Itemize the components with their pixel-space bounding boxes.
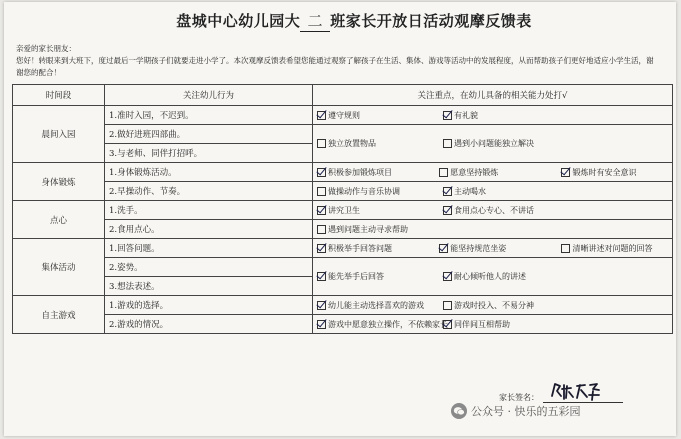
focus-option-label: 有礼貌 (454, 110, 478, 120)
focus-option[interactable] (317, 138, 437, 149)
behavior-cell: 1.游戏的选择。 (105, 296, 313, 315)
focus-option[interactable] (317, 186, 437, 197)
checked-checkbox[interactable] (317, 272, 326, 281)
checked-checkbox[interactable] (443, 320, 452, 329)
focus-cell (313, 296, 673, 315)
watermark (451, 403, 581, 419)
focus-option-label: 清晰讲述对问题的回答 (572, 243, 653, 253)
behavior-cell: 2.姿势。 (105, 258, 313, 277)
unchecked-checkbox[interactable] (317, 139, 326, 148)
title-prefix: 盘城中心幼儿园大 (176, 12, 301, 30)
checked-checkbox[interactable] (443, 111, 452, 120)
signature-label: 家长签名： (499, 393, 539, 402)
focus-cell (313, 182, 673, 201)
behavior-cell: 1.回答问题。 (105, 239, 313, 258)
behavior-cell: 1.准时入园，不迟到。 (105, 106, 313, 125)
focus-option-label: 愿意坚持锻炼 (450, 167, 499, 177)
focus-option-label: 同伴间互相帮助 (454, 319, 510, 329)
table-header-row (13, 85, 673, 106)
behavior-cell: 1.身体锻炼活动。 (105, 163, 313, 182)
unchecked-checkbox[interactable] (443, 139, 452, 148)
focus-cell (313, 163, 673, 182)
focus-option[interactable] (443, 271, 563, 282)
checked-checkbox[interactable] (317, 111, 326, 120)
focus-option-label: 遇到问题主动寻求帮助 (328, 224, 408, 234)
focus-option[interactable] (317, 319, 448, 330)
period-cell: 集体活动 (13, 239, 105, 296)
unchecked-checkbox[interactable] (561, 244, 570, 253)
table-row (13, 220, 673, 239)
behavior-cell: 2.做好进班四部曲。 (105, 125, 313, 144)
handwritten-signature (549, 380, 613, 402)
focus-option[interactable] (317, 300, 437, 311)
behavior-cell: 1.洗手。 (105, 201, 313, 220)
focus-option[interactable] (443, 205, 563, 216)
table-row (13, 125, 673, 144)
checked-checkbox[interactable] (443, 187, 452, 196)
table-row (13, 182, 673, 201)
focus-option[interactable] (317, 224, 437, 235)
focus-cell (313, 239, 673, 258)
unchecked-checkbox[interactable] (317, 187, 326, 196)
focus-option-label: 遵守规则 (328, 110, 360, 120)
form-title (154, 10, 554, 32)
focus-cell (313, 106, 673, 125)
focus-option[interactable] (443, 186, 563, 197)
focus-option-label: 游戏时投入、不易分神 (454, 300, 534, 310)
observation-table (12, 84, 673, 334)
focus-option-label: 锻炼时有安全意识 (572, 167, 637, 177)
table-row (13, 315, 673, 334)
table-row (13, 201, 673, 220)
behavior-cell: 2.早操动作、节奏。 (105, 182, 313, 201)
signature-line[interactable] (543, 386, 623, 403)
behavior-cell: 2.游戏的情况。 (105, 315, 313, 334)
title-suffix: 班家长开放日活动观摩反馈表 (330, 12, 532, 30)
focus-option[interactable] (443, 110, 563, 121)
focus-option-label: 遇到小问题能独立解决 (454, 139, 534, 148)
focus-option-label: 讲究卫生 (328, 205, 360, 215)
focus-option[interactable] (317, 243, 433, 254)
unchecked-checkbox[interactable] (439, 168, 448, 177)
table-row (13, 163, 673, 182)
period-cell: 身体锻炼 (13, 163, 105, 201)
salutation: 亲爱的家长朋友： (16, 44, 76, 53)
focus-option[interactable] (317, 167, 433, 178)
focus-option[interactable] (439, 243, 555, 254)
focus-cell (313, 220, 673, 239)
focus-option-label: 积极参加锻炼项目 (328, 167, 392, 177)
focus-option-label: 做操动作与音乐协调 (328, 186, 400, 196)
header-behavior: 关注幼儿行为 (105, 85, 313, 106)
wechat-icon (451, 403, 467, 419)
period-cell: 晨间入园 (13, 106, 105, 163)
focus-option[interactable] (317, 271, 437, 282)
focus-option-label: 主动喝水 (454, 186, 486, 196)
table-body (13, 106, 673, 334)
period-cell: 自主游戏 (13, 296, 105, 334)
header-period: 时间段 (13, 85, 105, 106)
period-cell: 点心 (13, 201, 105, 239)
focus-option-label: 食用点心专心、不讲话 (454, 205, 534, 215)
parent-signature (499, 386, 623, 403)
focus-option[interactable] (439, 167, 555, 178)
focus-option-label: 能坚持规范坐姿 (450, 243, 507, 253)
class-number-blank: 二 (300, 10, 330, 32)
table-row (13, 239, 673, 258)
unchecked-checkbox[interactable] (443, 301, 452, 310)
table-row (13, 258, 673, 277)
feedback-form-sheet (4, 2, 676, 436)
focus-option[interactable] (561, 243, 668, 254)
checked-checkbox[interactable] (317, 206, 326, 215)
table-row (13, 106, 673, 125)
checked-checkbox[interactable] (317, 244, 326, 253)
checked-checkbox[interactable] (443, 272, 452, 281)
unchecked-checkbox[interactable] (317, 225, 326, 234)
focus-option[interactable] (561, 167, 668, 178)
intro-paragraph: 您好！转眼来到大班下，度过最后一学期孩子们就要走进小学了。本次观摩反馈表希望您能通过观察了解孩子在生活、集体、游戏等活动中的发展程度，从而帮助孩子们更好地适应小学生活，谢谢您的配合！ (16, 56, 654, 77)
checked-checkbox[interactable] (443, 206, 452, 215)
focus-option[interactable] (443, 319, 563, 330)
focus-cell (313, 125, 673, 163)
checked-checkbox[interactable] (317, 168, 326, 177)
focus-option-label: 耐心倾听他人的讲述 (454, 272, 526, 281)
focus-option[interactable] (317, 110, 437, 121)
focus-cell (313, 258, 673, 296)
focus-option-label: 积极举手回答问题 (328, 243, 392, 253)
behavior-cell: 2.食用点心。 (105, 220, 313, 239)
focus-option-label: 游戏中愿意独立操作，不依赖家长 (328, 319, 448, 329)
watermark-text: 公众号 · 快乐的五彩园 (471, 405, 581, 418)
behavior-cell: 3.想法表述。 (105, 277, 313, 296)
focus-option[interactable] (443, 300, 563, 311)
focus-cell (313, 315, 673, 334)
behavior-cell: 3.与老师、同伴打招呼。 (105, 144, 313, 163)
checked-checkbox[interactable] (317, 320, 326, 329)
checked-checkbox[interactable] (439, 244, 448, 253)
table-row (13, 296, 673, 315)
header-focus: 关注重点，在幼儿具备的相关能力处打√ (313, 85, 673, 106)
checked-checkbox[interactable] (561, 168, 570, 177)
focus-option[interactable] (443, 138, 563, 149)
focus-option-label: 能先举手后回答 (328, 272, 384, 281)
focus-option-label: 独立放置物品 (328, 139, 376, 148)
focus-cell (313, 201, 673, 220)
focus-option[interactable] (317, 205, 437, 216)
checked-checkbox[interactable] (317, 301, 326, 310)
focus-option-label: 幼儿能主动选择喜欢的游戏 (328, 300, 424, 310)
